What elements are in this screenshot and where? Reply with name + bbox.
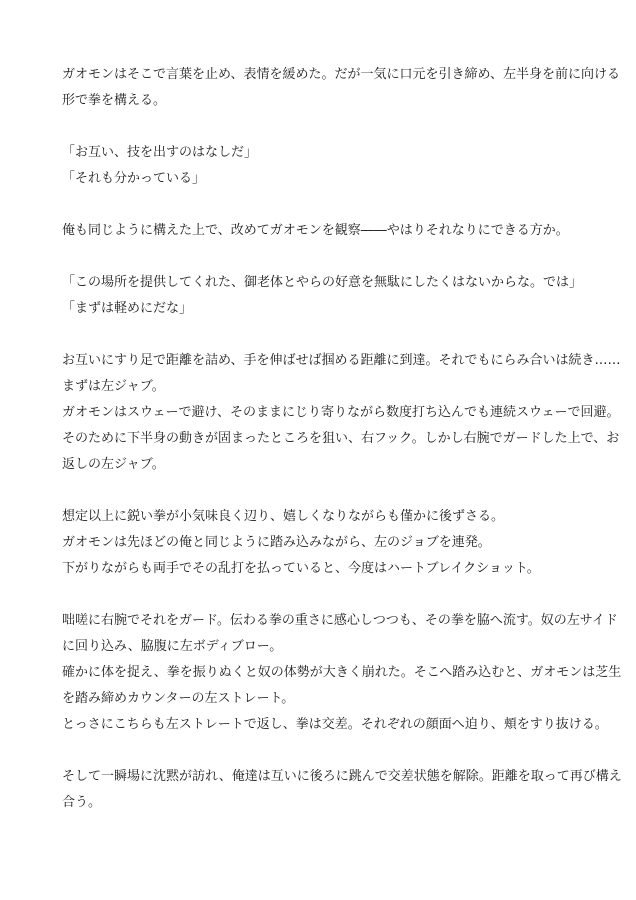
text-line: 想定以上に鋭い拳が小気味良く辺り、嬉しくなりながらも僅かに後ずさる。 <box>62 509 505 524</box>
text-line: とっさにこちらも左ストレートで返し、拳は交差。それぞれの顔面へ迫り、頬をすり抜ける。 <box>62 717 608 732</box>
text-line: 合う。 <box>62 795 102 810</box>
text-line: 「お互い、技を出すのはなしだ」 <box>62 145 258 160</box>
text-line: 咄嗟に右腕でそれをガード。伝わる拳の重さに感心しつつも、その拳を脇へ流す。奴の左サイド <box>62 613 618 628</box>
text-line: そして一瞬場に沈黙が訪れ、俺達は互いに後ろに跳んで交差状態を解除。距離を取って再び構え <box>62 769 622 784</box>
text-line: を踏み締めカウンターの左ストレート。 <box>62 691 295 706</box>
text-line: 「まずは軽めにだな」 <box>62 301 193 316</box>
paragraph <box>62 348 621 478</box>
text-line: 下がりながらも両手でその乱打を払っていると、今度はハートブレイクショット。 <box>62 561 540 576</box>
paragraph <box>62 764 622 816</box>
body-text <box>62 62 622 842</box>
text-line: 「それも分かっている」 <box>62 171 206 186</box>
paragraph <box>62 62 620 114</box>
paragraph <box>62 504 582 582</box>
text-line: まずは左ジャブ。 <box>62 379 165 394</box>
paragraph <box>62 608 622 738</box>
text-line: 返しの左ジャブ。 <box>62 457 165 472</box>
text-line: ガオモンは先ほどの俺と同じように踏み込みながら、左のジョブを連発。 <box>62 535 491 550</box>
text-line: そのために下半身の動きが固まったところを狙い、右フック。しかし右腕でガードした上で、お <box>62 431 620 446</box>
text-line: お互いにすり足で距離を詰め、手を伸ばせば掴める距離に到達。それでもにらみ合いは続き…… <box>62 353 621 368</box>
text-line: 形で拳を構える。 <box>62 93 167 108</box>
text-line: ガオモンはスウェーで避け、そのままにじり寄りながら数度打ち込んでも連続スウェーで回避。 <box>62 405 620 420</box>
text-line: 俺も同じように構えた上で、改めてガオモンを観察――やはりそれなりにできる方か。 <box>62 223 569 238</box>
text-line: 「この場所を提供してくれた、御老体とやらの好意を無駄にしたくはないからな。では」 <box>62 275 583 290</box>
text-line: に回り込み、脇腹に左ボディブロー。 <box>62 639 283 654</box>
paragraph <box>62 140 582 192</box>
text-line: ガオモンはそこで言葉を止め、表情を緩めた。だが一気に口元を引き締め、左半身を前に向ける <box>62 67 620 82</box>
paragraph <box>62 270 582 322</box>
paragraph <box>62 218 582 244</box>
text-line: 確かに体を捉え、拳を振りぬくと奴の体勢が大きく崩れた。そこへ踏み込むと、ガオモンは芝生 <box>62 665 622 680</box>
